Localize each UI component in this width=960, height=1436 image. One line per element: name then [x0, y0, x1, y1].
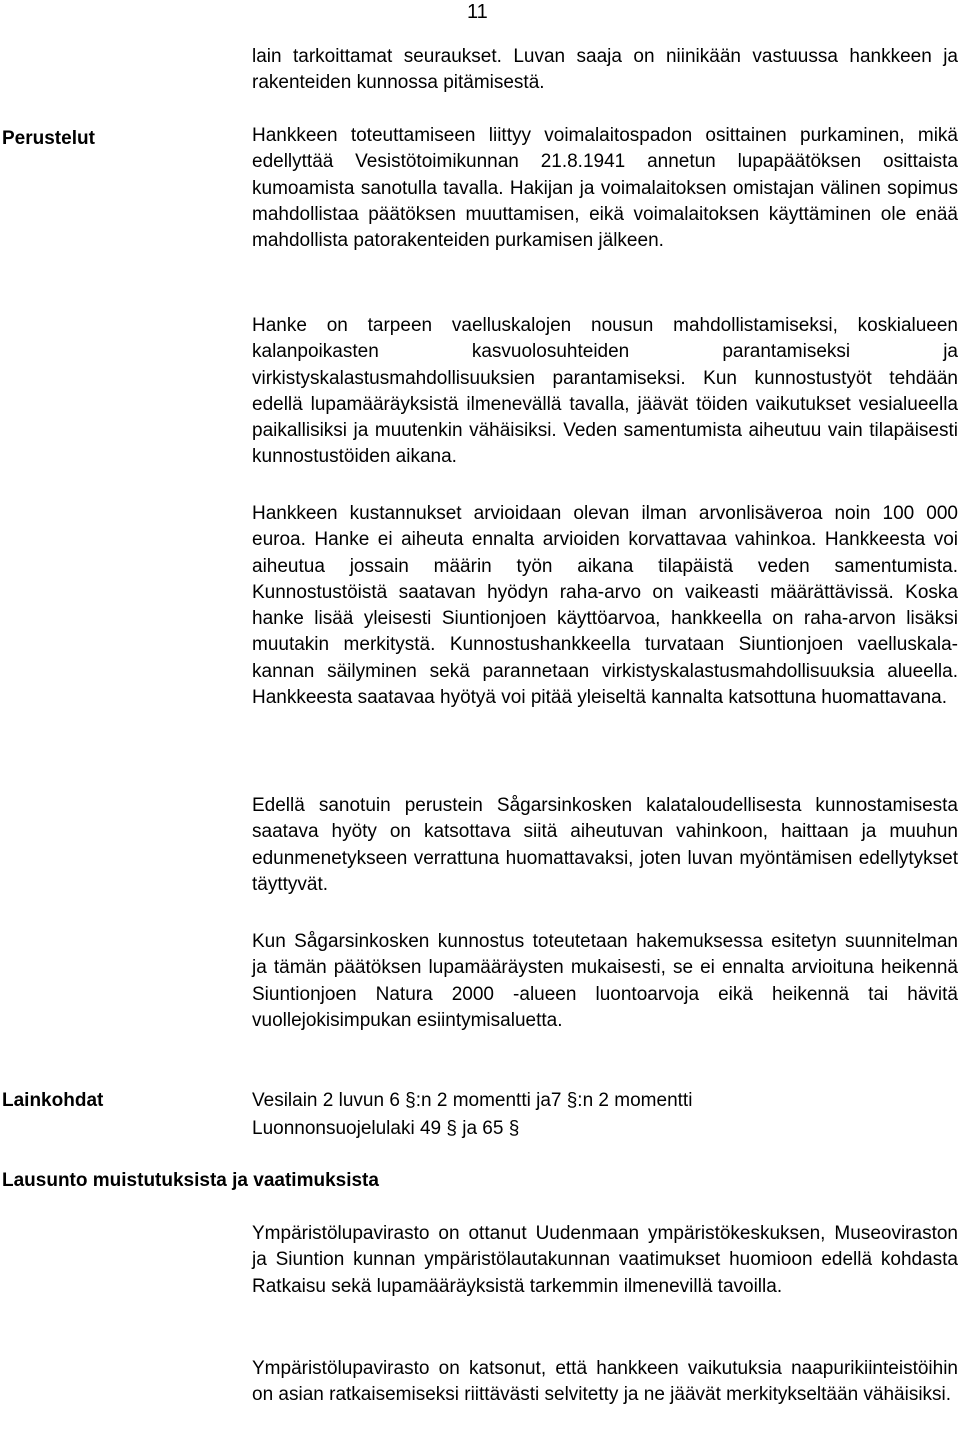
- lausunto-heading: Lausunto muistutuksista ja vaatimuksista: [2, 1170, 379, 1191]
- perustelut-paragraph-1: Hankkeen toteuttamiseen liittyy voimalaitospadon osittainen purkaminen, mikä edellyttää Vesistötoimikunnan 21.8.1941 annetun lupapäätöksen osittaista kumoamista sanotulla tavalla. Hakijan ja voimalaitoksen omistajan välinen sopimus mahdollistaa päätöksen muuttamisen, eikä voimalaitoksen käyttäminen ole enää mahdollista patorakenteiden purkamisen jälkeen.: [252, 125, 958, 252]
- law-reference-2: Luonnonsuojelulaki 49 § ja 65 §: [252, 1118, 520, 1139]
- page-number: 11: [467, 1, 488, 23]
- perustelut-paragraph-4: Edellä sanotuin perustein Sågarsinkosken kalataloudellisesta kunnostamisesta saatava hyöty on katsottava siitä aiheutuvan vahinkoon, haittaan ja muuhun edunmenetykseen verrattuna huomattavaksi, joten luvan myöntämisen edellytykset täyttyvät.: [252, 795, 958, 895]
- intro-paragraph: lain tarkoittamat seuraukset. Luvan saaja on niinikään vastuussa hankkeen ja rakenteiden kunnossa pitämisestä.: [252, 46, 958, 94]
- perustelut-paragraph-3: Hankkeen kustannukset arvioidaan olevan ilman arvonlisäveroa noin 100 000 euroa. Hanke ei aiheuta ennalta arvioiden korvattavaa vahinkoa. Hankkeesta voi aiheutua jossain määrin työn aikana tilapäistä veden samentumista. Kunnostustöistä saatavan hyödyn raha-arvo on vaikeasti määrättävissä. Koska hanke lisää yleisesti Siuntionjoen käyttöarvoa, hankkeella on raha-arvon lisäksi muutakin merkitystä. Kunnostushankkeella turvataan Siuntionjoen vaelluskala-kannan säilyminen sekä parannetaan virkistyskalastusmahdollisuuksia alueella. Hankkeesta saatavaa hyötyä voi pitää yleiseltä kannalta katsottuna huomattavana.: [252, 503, 958, 709]
- perustelut-paragraph-5: Kun Sågarsinkosken kunnostus toteutetaan hakemuksessa esitetyn suunnitelman ja tämän päätöksen lupamääräysten mukaisesti, se ei ennalta arvioituna heikennä Siuntionjoen Natura 2000 -alueen luontoarvoja eikä heikennä tai hävitä vuollejokisimpukan esiintymisaluetta.: [252, 931, 958, 1031]
- lausunto-paragraph-1: Ympäristölupavirasto on ottanut Uudenmaan ympäristökeskuksen, Museoviraston ja Siuntion kunnan ympäristölautakunnan vaatimukset huomioon edellä kohdasta Ratkaisu sekä lupamääräyksistä tarkemmin ilmenevillä tavoilla.: [252, 1223, 958, 1297]
- law-reference-1: Vesilain 2 luvun 6 §:n 2 momentti ja7 §:n 2 momentti: [252, 1090, 693, 1111]
- lausunto-paragraph-2: Ympäristölupavirasto on katsonut, että hankkeen vaikutuksia naapurikiinteistöihin on asian ratkaisemiseksi riittävästi selvitetty ja ne jäävät merkitykseltään vähäisiksi.: [252, 1358, 958, 1406]
- perustelut-label: Perustelut: [2, 128, 95, 149]
- perustelut-paragraph-2: Hanke on tarpeen vaelluskalojen nousun mahdollistamiseksi, koskialueen kalanpoikasten kasvuolosuhteiden parantamiseksi ja virkistyskalastusmahdollisuuksien parantamiseksi. Kun kunnostustyöt tehdään edellä lupamääräyksistä ilmenevällä tavalla, jäävät töiden vaikutukset vesialueella paikallisiksi ja muutenkin vähäisiksi. Veden samentumista aiheutuu vain tilapäisesti kunnostustöiden aikana.: [252, 315, 958, 468]
- lainkohdat-label: Lainkohdat: [2, 1090, 104, 1111]
